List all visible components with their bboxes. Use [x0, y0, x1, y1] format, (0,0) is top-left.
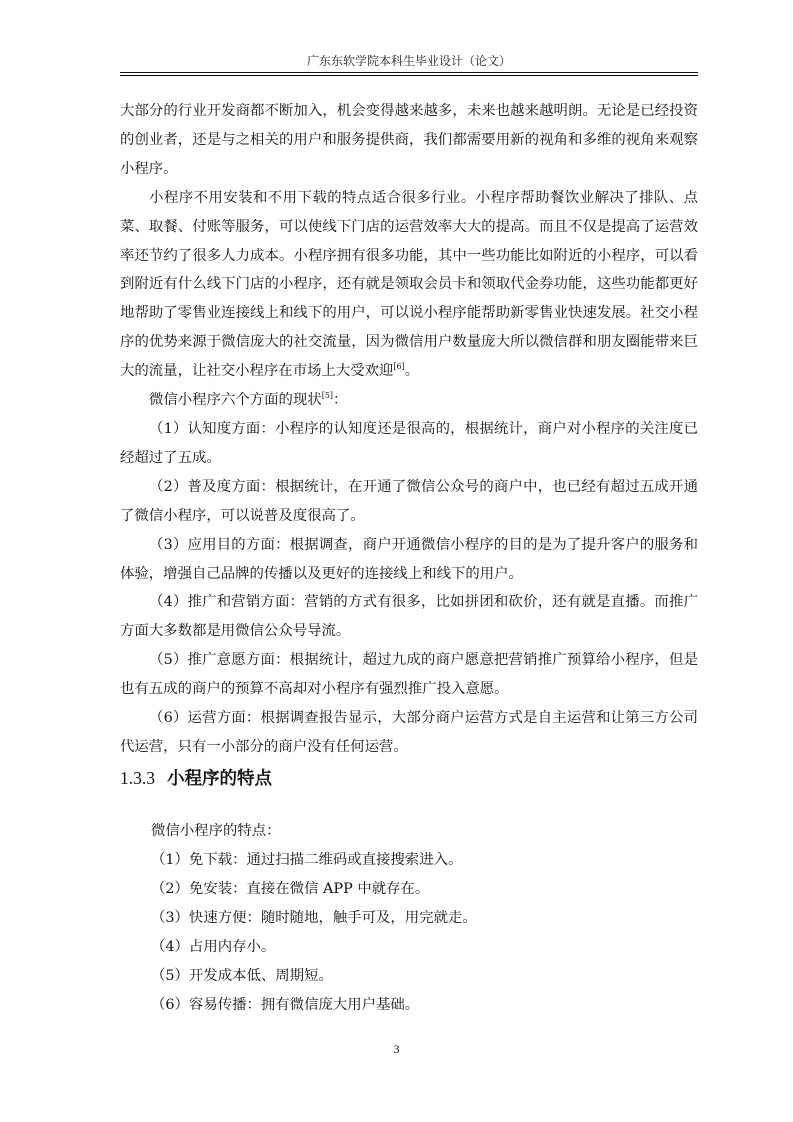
list-item: （1）免下载：通过扫描二维码或直接搜索进入。	[151, 852, 463, 868]
section-number: 1.3.3	[120, 768, 155, 788]
list-item: （6）容易传播：拥有微信庞大用户基础。	[151, 997, 420, 1013]
citation: [6]	[393, 362, 405, 372]
list-item: （1）认知度方面：小程序的认知度还是很高的，根据统计，商户对小程序的关注度已经超过了五成。	[120, 420, 698, 466]
paragraph: 小程序不用安装和不用下载的特点适合很多行业。小程序帮助餐饮业解决了排队、点菜、取餐、付账等服务，可以使线下门店的运营效率大大的提高。而且不仅是提高了运营效率还节约了很多人力成本。小程序拥有很多功能，其中一些功能比如附近的小程序，可以看到附近有什么线下门店的小程序，还有就是领取会员卡和领取代金券功能，这些功能都更好地帮助了零售业连接线上和线下的用户，可以说小程序能帮助新零售业快速发展。社交小程序的优势来源于微信庞大的社交流量，因为微信用户数量庞大所以微信群和朋友圈能带来巨大的流量，让社交小程序在市场上大受欢迎[6]。	[120, 189, 698, 380]
page-header	[120, 50, 698, 73]
features-intro: 微信小程序的特点：	[151, 823, 281, 839]
list-item: （4）占用内存小。	[151, 939, 276, 955]
list-item: （5）开发成本低、周期短。	[151, 968, 333, 984]
body-text	[120, 97, 698, 762]
citation: [5]	[321, 391, 334, 401]
list-item: （5）推广意愿方面：根据统计，超过九成的商户愿意把营销推广预算给小程序，但是也有五成的商户的预算不高却对小程序有强烈推广投入意愿。	[120, 652, 698, 698]
section-title: 小程序的特点	[167, 769, 272, 789]
features-list	[120, 817, 698, 1020]
list-item: （6）运营方面：根据调查报告显示，大部分商户运营方式是自主运营和让第三方公司代运营，只有一小部分的商户没有任何运营。	[120, 710, 698, 755]
header-title: 广东东软学院本科生毕业设计（论文）	[306, 54, 511, 68]
list-item: （2）免安装：直接在微信 APP 中就存在。	[151, 881, 430, 897]
page-number: 3	[393, 1042, 400, 1056]
list-item: （3）应用目的方面：根据调查，商户开通微信小程序的目的是为了提升客户的服务和体验，增强自己品牌的传播以及更好的连接线上和线下的用户。	[120, 536, 698, 582]
section-heading	[120, 763, 698, 794]
list-item: （4）推广和营销方面：营销的方式有很多，比如拼团和砍价，还有就是直播。而推广方面大多数都是用微信公众号导流。	[120, 594, 698, 640]
paragraph: 微信小程序六个方面的现状[5]：	[149, 391, 348, 409]
paragraph: 大部分的行业开发商都不断加入，机会变得越来越多，未来也越来越明朗。无论是已经投资的创业者，还是与之相关的用户和服务提供商，我们都需要用新的视角和多维的视角来观察小程序。	[120, 103, 698, 177]
list-item: （3）快速方便：随时随地，触手可及，用完就走。	[151, 910, 477, 926]
list-item: （2）普及度方面：根据统计，在开通了微信公众号的商户中，也已经有超过五成开通了微信小程序，可以说普及度很高了。	[120, 478, 698, 524]
header-rule	[120, 75, 698, 76]
